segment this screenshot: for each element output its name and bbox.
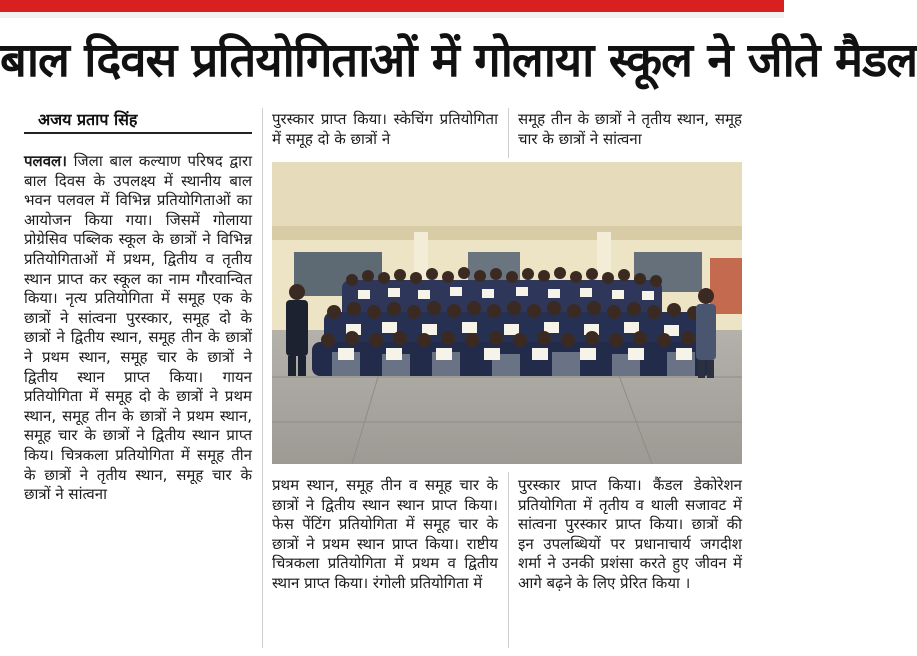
byline-rule xyxy=(24,132,252,134)
article-column-2-bottom xyxy=(272,476,498,646)
column-3-top-text: समूह तीन के छात्रों ने तृतीय स्थान, समूह चार के छात्रों ने सांत्वना xyxy=(518,110,742,148)
headline: बाल दिवस प्रतियोगिताओं में गोलाया स्कूल ने जीते मैडल xyxy=(0,33,917,88)
article-column-3-top xyxy=(518,110,742,154)
building-ledge xyxy=(272,226,742,240)
column-divider xyxy=(262,108,263,648)
column-2-bottom-text: प्रथम स्थान, समूह तीन व समूह चार के छात्रों ने द्वितीय स्थान स्थान प्राप्त किया। फेस पेंटिंग प्रतियोगिता में समूह चार के छात्रों ने प्रथम स्थान प्राप्त किया। राष्टीय चित्रकला प्रतियोगिता में प्रथम व द्वितीय स्थान प्राप्त किया। रंगोली प्रतियोगिता में xyxy=(272,476,498,592)
article-column-2-top xyxy=(272,110,498,154)
group-photo-illustration xyxy=(272,162,742,464)
column-2-top-text: पुरस्कार प्राप्त किया। स्केचिंग प्रतियोगिता में समूह दो के छात्रों ने xyxy=(272,110,498,148)
dateline: पलवल। xyxy=(24,152,67,170)
column-1-text: जिला बाल कल्याण परिषद द्वारा बाल दिवस के उपलक्ष्य में स्थानीय बाल भवन पलवल में विभिन्न प्रतियोगिताओं का आयोजन किया गया। जिसमें गोलाया प्रोग्रेसिव पब्लिक स्कूल के छात्रों ने विभिन्न प्रतियोगिताओं में प्रथम, द्वितीय व तृतीय स्थान प्राप्त कर स्कूल का नाम गौरवान्वित किया। नृत्य प्रतियोगिता में समूह एक के छात्रों ने सांत्वना पुरस्कार, समूह दो के छात्रों ने द्वितीय स्थान, समूह तीन के छात्रों ने प्रथम स्थान, समूह चार के छात्रों ने द्वितीय स्थान प्राप्त किया। गायन प्रतियोगिता में समूह दो के छात्रों ने प्रथम स्थान, समूह तीन के छात्रों ने प्रथम स्थान, समूह चार के छात्रों ने द्वितीय स्थान प्राप्त किय। चित्रकला प्रतियोगिता में समूह तीन के छात्रों ने तृतीय स्थान, समूह चार के छात्रों ने सांत्वना xyxy=(24,152,252,504)
group-photo xyxy=(272,162,742,464)
article-column-3-bottom xyxy=(518,476,742,646)
article-column-1 xyxy=(24,152,252,642)
column-divider xyxy=(508,472,509,648)
column-3-bottom-text: पुरस्कार प्राप्त किया। कैंडल डेकोरेशन प्रतियोगिता में तृतीय व थाली सजावट में सांत्वना पुरस्कार प्राप्त किया। छात्रों की इन उपलब्धियों पर प्रधानाचार्य जगदीश शर्मा ने उनकी प्रशंसा करते हुए जीवन में आगे बढ़ने के लिए प्रेरित किया । xyxy=(518,476,742,592)
masthead-strip xyxy=(0,0,784,12)
column-divider xyxy=(508,108,509,158)
masthead-shadow xyxy=(0,12,784,18)
byline: अजय प्रताप सिंह xyxy=(38,110,138,129)
